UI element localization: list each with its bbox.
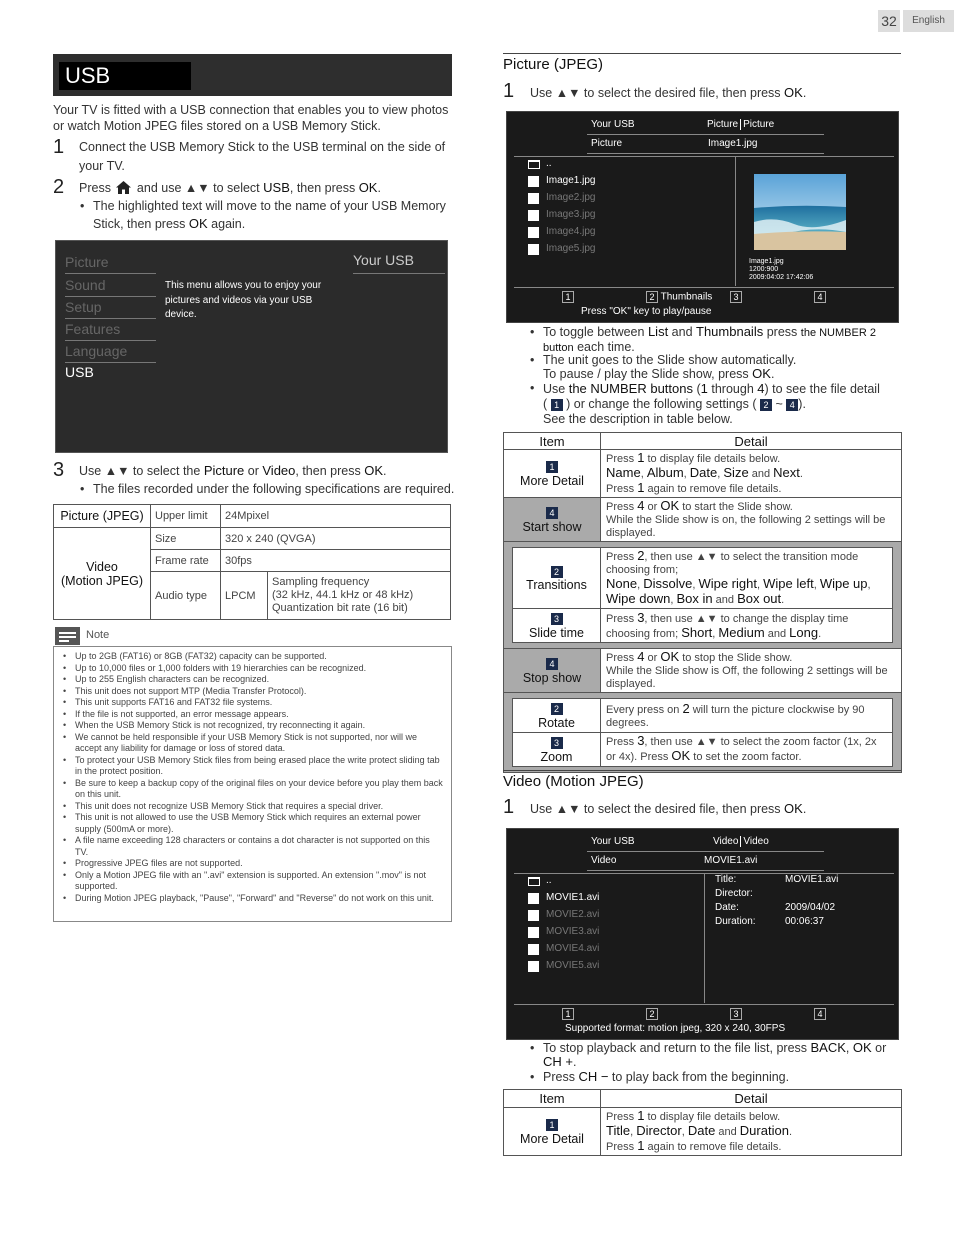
screen-header-left: Your USB bbox=[591, 119, 635, 130]
info-date-label: Date: bbox=[715, 902, 739, 913]
folder-up-icon bbox=[528, 160, 540, 169]
file-item[interactable]: MOVIE5.avi bbox=[546, 960, 600, 971]
menu-item-setup[interactable]: Setup bbox=[65, 297, 156, 319]
file-checkbox[interactable] bbox=[528, 927, 539, 938]
table-header-item: Item bbox=[504, 1090, 601, 1108]
file-item[interactable]: Image4.jpg bbox=[546, 226, 596, 237]
note-item: • This unit does not support MTP (Media Transfer Protocol). bbox=[75, 686, 443, 698]
item-transitions: 2 Transitions bbox=[513, 548, 601, 609]
step-3-text: Use ▲▼ to select the Picture or Video, then press OK. bbox=[79, 463, 387, 478]
video-section-title: Video (Motion JPEG) bbox=[503, 773, 644, 790]
spec-frame-rate-value: 30fps bbox=[221, 550, 451, 572]
screen-header-right: Video Video bbox=[713, 836, 769, 847]
picture-section-title: Picture (JPEG) bbox=[503, 56, 604, 73]
menu-item-picture[interactable]: Picture bbox=[65, 252, 156, 274]
folder-up-icon bbox=[528, 877, 540, 886]
option-3[interactable]: 3 bbox=[730, 291, 742, 303]
file-checkbox[interactable] bbox=[528, 210, 539, 221]
note-list bbox=[53, 646, 452, 922]
info-title-value: MOVIE1.avi bbox=[785, 874, 839, 885]
file-checkbox[interactable] bbox=[528, 893, 539, 904]
screen-header-right: Picture Picture bbox=[707, 119, 775, 130]
detail-zoom: Press 3, then use ▲▼ to select the zoom factor (1x, 2x or 4x). Press OK to set the zoom factor. bbox=[601, 733, 893, 767]
picture-bullet-2: • The unit goes to the Slide show automatically. To pause / play the Slide show, press OK. bbox=[543, 353, 895, 381]
option-3[interactable]: 3 bbox=[730, 1008, 742, 1020]
info-duration-value: 00:06:37 bbox=[785, 916, 824, 927]
picture-bullet-1: • To toggle between List and Thumbnails press the NUMBER 2 button each time. bbox=[543, 325, 895, 355]
spec-audio-codec: LPCM bbox=[221, 572, 268, 620]
file-item[interactable]: Image1.jpg bbox=[546, 175, 596, 186]
detail-stop-show: Press 4 or OK to stop the Slide show. While the Slide show is Off, the following 2 settings will be displayed. bbox=[601, 649, 902, 693]
usb-section-banner bbox=[53, 54, 452, 96]
home-icon bbox=[116, 181, 131, 194]
section-rule bbox=[503, 770, 901, 771]
note-item: • Progressive JPEG files are not supported. bbox=[75, 858, 443, 870]
option-2-thumbnails[interactable]: 2 Thumbnails bbox=[646, 291, 712, 303]
option-2[interactable]: 2 bbox=[646, 1008, 658, 1020]
step-3-bullet: • The files recorded under the following specifications are required. bbox=[93, 481, 455, 498]
note-item: • We cannot be held responsible if your USB Memory Stick is not supported, nor will we accept any liability for damage or loss of stored data. bbox=[75, 732, 443, 755]
table-header-item: Item bbox=[504, 433, 601, 450]
step-3-number: 3 bbox=[53, 459, 65, 481]
note-label: Note bbox=[86, 629, 110, 641]
option-4[interactable]: 4 bbox=[814, 1008, 826, 1020]
note-item: • Up to 255 English characters can be recognized. bbox=[75, 674, 443, 686]
spec-upper-limit: Upper limit bbox=[151, 505, 221, 528]
file-item[interactable]: MOVIE1.avi bbox=[546, 892, 600, 903]
detail-start-show: Press 4 or OK to start the Slide show. While the Slide show is on, the following 2 settings will be displayed. bbox=[601, 498, 902, 542]
file-checkbox[interactable] bbox=[528, 244, 539, 255]
usb-intro: Your TV is fitted with a USB connection that enables you to view photos or watch Motion JPEG files stored on a USB Memory Stick. bbox=[53, 103, 449, 133]
option-1[interactable]: 1 bbox=[562, 291, 574, 303]
picture-detail-table bbox=[503, 432, 902, 773]
file-checkbox[interactable] bbox=[528, 910, 539, 921]
option-4[interactable]: 4 bbox=[814, 291, 826, 303]
number-2-badge: 2 bbox=[760, 399, 772, 411]
detail-more-detail: Press 1 to display file details below. Title, Director, Date and Duration. Press 1 again to remove file details. bbox=[601, 1108, 902, 1156]
file-item[interactable]: Image2.jpg bbox=[546, 192, 596, 203]
start-show-settings bbox=[504, 542, 902, 649]
menu-item-features[interactable]: Features bbox=[65, 319, 156, 341]
table-header-detail: Detail bbox=[601, 1090, 902, 1108]
file-checkbox[interactable] bbox=[528, 193, 539, 204]
detail-more-detail: Press 1 to display file details below. Name, Album, Date, Size and Next. Press 1 again to remove file details. bbox=[601, 450, 902, 498]
number-4-badge: 4 bbox=[786, 399, 798, 411]
spec-picture-label: Picture (JPEG) bbox=[54, 505, 151, 528]
tv-menu-screen bbox=[55, 240, 448, 453]
page-number: 32 bbox=[878, 10, 900, 32]
spec-upper-limit-value: 24Mpixel bbox=[221, 505, 451, 528]
note-item: • This unit supports FAT16 and FAT32 file systems. bbox=[75, 697, 443, 709]
info-duration-label: Duration: bbox=[715, 916, 756, 927]
picture-step-number: 1 bbox=[503, 80, 515, 102]
number-1-badge: 1 bbox=[551, 399, 563, 411]
spec-size: Size bbox=[151, 528, 221, 550]
step-2-bullet: • The highlighted text will move to the name of your USB Memory Stick, then press OK again. bbox=[93, 198, 451, 233]
picture-step-text: Use ▲▼ to select the desired file, then press OK. bbox=[530, 85, 807, 100]
spec-size-value: 320 x 240 (QVGA) bbox=[221, 528, 451, 550]
step-1-text: Connect the USB Memory Stick to the USB terminal on the side of your TV. bbox=[79, 140, 446, 173]
video-browser-screen bbox=[506, 828, 899, 1040]
screen-subheader-left: Video bbox=[591, 855, 617, 866]
menu-panel-description: This menu allows you to enjoy your pictures and videos via your USB device. bbox=[165, 280, 322, 320]
image-thumbnail bbox=[754, 174, 846, 250]
file-checkbox[interactable] bbox=[528, 944, 539, 955]
table-header-detail: Detail bbox=[601, 433, 902, 450]
item-more-detail: 1 More Detail bbox=[504, 1108, 601, 1156]
parent-folder[interactable]: .. bbox=[546, 875, 552, 886]
note-header bbox=[53, 626, 452, 646]
parent-folder[interactable]: .. bbox=[546, 158, 552, 169]
image-info: Image1.jpg 1200:900 2009:04:02 17:42:06 bbox=[749, 258, 814, 281]
info-director-label: Director: bbox=[715, 888, 753, 899]
option-1[interactable]: 1 bbox=[562, 1008, 574, 1020]
file-checkbox[interactable] bbox=[528, 176, 539, 187]
note-item: • Up to 10,000 files or 1,000 folders with 19 hierarchies can be recognized. bbox=[75, 663, 443, 675]
note-item: • This unit does not recognize USB Memory Stick that requires a special driver. bbox=[75, 801, 443, 813]
video-bullet-1: • To stop playback and return to the file list, press BACK, OK or CH +. bbox=[543, 1041, 895, 1069]
item-more-detail: 1 More Detail bbox=[504, 450, 601, 498]
step-2-text: Press and use ▲▼ to select USB, then press OK. bbox=[79, 180, 381, 195]
screen-footer: Supported format: motion jpeg, 320 x 240, 30FPS bbox=[565, 1023, 786, 1034]
file-spec-table bbox=[53, 504, 451, 620]
item-slide-time: 3 Slide time bbox=[513, 609, 601, 643]
detail-rotate: Every press on 2 will turn the picture clockwise by 90 degrees. bbox=[601, 699, 893, 733]
page-language: English bbox=[903, 10, 954, 32]
menu-item-usb[interactable]: USB bbox=[65, 364, 94, 380]
video-detail-table bbox=[503, 1089, 902, 1156]
picture-bullet-3: • Use the NUMBER buttons (1 through 4) to see the file detail ( 1 ) or change the following settings ( 2 ~ 4 ). See the description in table below. bbox=[543, 381, 895, 427]
file-item[interactable]: Image3.jpg bbox=[546, 209, 596, 220]
note-item: • A file name exceeding 128 characters or contains a dot character is not supported on this TV. bbox=[75, 835, 443, 858]
file-checkbox[interactable] bbox=[528, 961, 539, 972]
info-title-label: Title: bbox=[715, 874, 737, 885]
item-start-show: 4 Start show bbox=[504, 498, 601, 542]
video-step-text: Use ▲▼ to select the desired file, then press OK. bbox=[530, 801, 807, 816]
note-item: • Be sure to keep a backup copy of the original files on your device before you play them back on this unit. bbox=[75, 778, 443, 801]
note-item: • When the USB Memory Stick is not recognized, try reconnecting it again. bbox=[75, 720, 443, 732]
menu-panel-title: Your USB bbox=[353, 252, 445, 274]
note-item: • During Motion JPEG playback, "Pause", "Forward" and "Reverse" do not work on this unit. bbox=[75, 893, 443, 905]
detail-slide-time: Press 3, then use ▲▼ to change the display time choosing from; Short, Medium and Long. bbox=[601, 609, 893, 643]
video-bullet-2: • Press CH − to play back from the beginning. bbox=[543, 1070, 895, 1084]
file-item[interactable]: MOVIE4.avi bbox=[546, 943, 600, 954]
picture-browser-screen bbox=[506, 111, 899, 323]
spec-audio-type: Audio type bbox=[151, 572, 221, 620]
screen-footer: Press "OK" key to play/pause bbox=[581, 306, 712, 317]
note-item: • If the file is not supported, an error message appears. bbox=[75, 709, 443, 721]
file-checkbox[interactable] bbox=[528, 227, 539, 238]
file-item[interactable]: MOVIE2.avi bbox=[546, 909, 600, 920]
usb-section-title: USB bbox=[59, 62, 191, 90]
item-rotate: 2 Rotate bbox=[513, 699, 601, 733]
note-item: • Only a Motion JPEG file with an ".avi" extension is supported. An extension ".mov" is not supported. bbox=[75, 870, 443, 893]
note-item: • This unit is not allowed to use the USB Memory Stick which requires an external power supply (500mA or more). bbox=[75, 812, 443, 835]
info-date-value: 2009/04/02 bbox=[785, 902, 836, 913]
menu-item-language[interactable]: Language bbox=[65, 341, 156, 363]
item-zoom: 3 Zoom bbox=[513, 733, 601, 767]
screen-subheader-right: Image1.jpg bbox=[708, 138, 758, 149]
spec-frame-rate: Frame rate bbox=[151, 550, 221, 572]
step-1-number: 1 bbox=[53, 136, 65, 158]
file-item[interactable]: Image5.jpg bbox=[546, 243, 596, 254]
step-2-number: 2 bbox=[53, 176, 65, 198]
menu-item-sound[interactable]: Sound bbox=[65, 275, 156, 297]
section-rule bbox=[503, 53, 901, 54]
detail-transitions: Press 2, then use ▲▼ to select the transition mode choosing from; None, Dissolve, Wipe right, Wipe left, Wipe up, Wipe down, Box in and Box out. bbox=[601, 548, 893, 609]
screen-subheader-left: Picture bbox=[591, 138, 623, 149]
screen-subheader-right: MOVIE1.avi bbox=[704, 855, 758, 866]
spec-video-label: Video (Motion JPEG) bbox=[54, 528, 151, 620]
file-item[interactable]: MOVIE3.avi bbox=[546, 926, 600, 937]
stop-show-settings bbox=[504, 693, 902, 773]
note-item: • To protect your USB Memory Stick files from being erased place the write protect sliding tab in the protect position. bbox=[75, 755, 443, 778]
note-icon bbox=[55, 627, 80, 645]
item-stop-show: 4 Stop show bbox=[504, 649, 601, 693]
screen-header-left: Your USB bbox=[591, 836, 635, 847]
note-item: • Up to 2GB (FAT16) or 8GB (FAT32) capacity can be supported. bbox=[75, 651, 443, 663]
spec-audio-detail: Sampling frequency (32 kHz, 44.1 kHz or 48 kHz) Quantization bit rate (16 bit) bbox=[268, 572, 451, 620]
video-step-number: 1 bbox=[503, 796, 515, 818]
